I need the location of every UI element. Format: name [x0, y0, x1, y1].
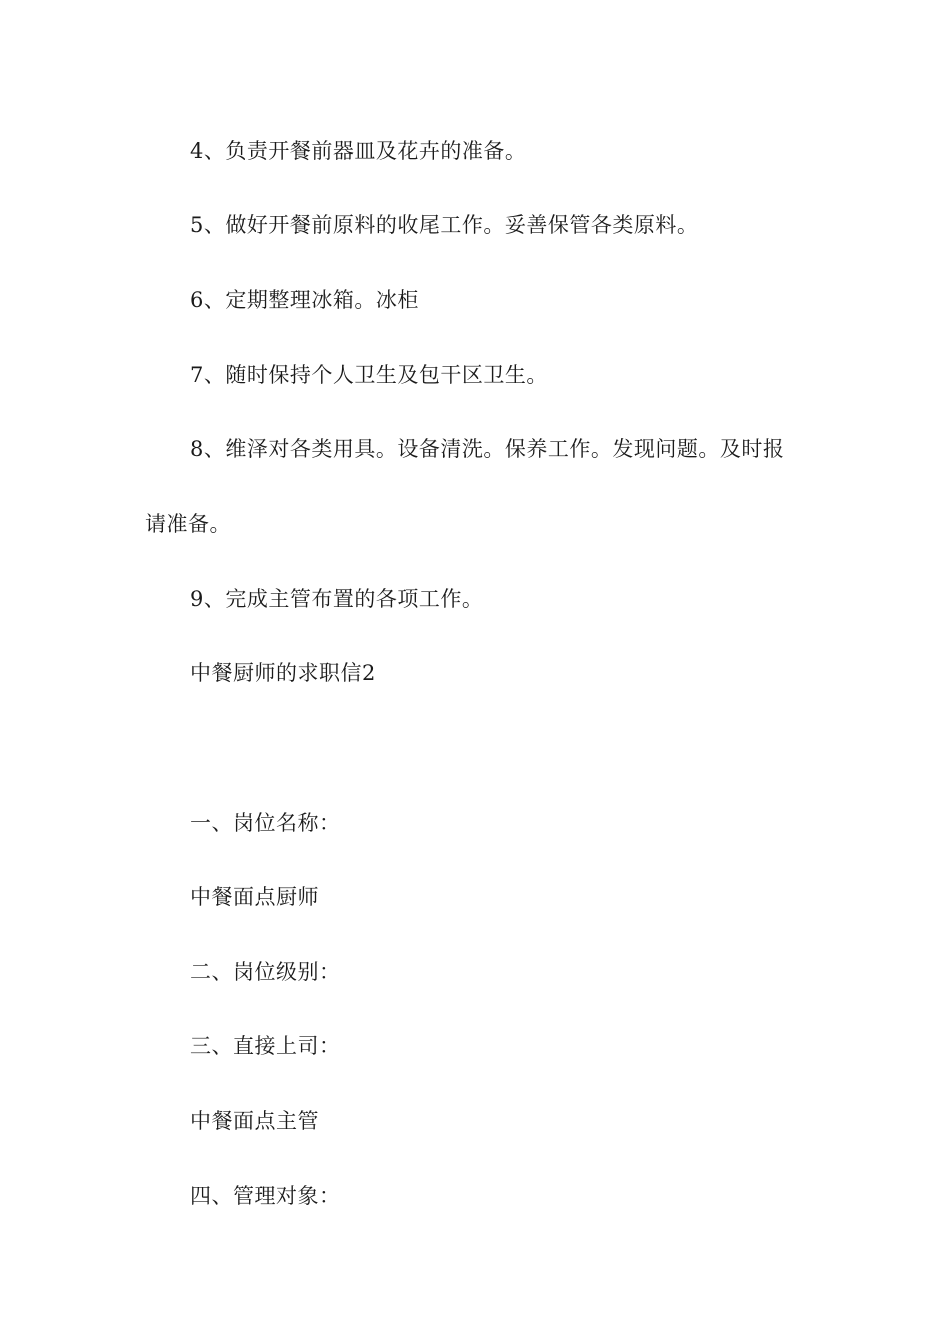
duty-item-8: 8、维泽对各类用具。设备清洗。保养工作。发现问题。及时报: [190, 437, 785, 461]
duty-item-6: 6、定期整理冰箱。冰柜: [190, 288, 419, 312]
duty-item-8-continuation: 请准备。: [145, 512, 231, 536]
position-name-label: 一、岗位名称：: [190, 811, 341, 835]
position-level-label: 二、岗位级别：: [190, 960, 341, 984]
direct-supervisor-value: 中餐面点主管: [190, 1109, 319, 1133]
duty-item-4: 4、负责开餐前器皿及花卉的准备。: [190, 139, 527, 163]
duty-item-9: 9、完成主管布置的各项工作。: [190, 587, 484, 611]
direct-supervisor-label: 三、直接上司：: [190, 1034, 341, 1058]
duty-item-5: 5、做好开餐前原料的收尾工作。妥善保管各类原料。: [190, 213, 699, 237]
duty-item-7: 7、随时保持个人卫生及包干区卫生。: [190, 363, 548, 387]
position-name-value: 中餐面点厨师: [190, 885, 319, 909]
management-target-label: 四、管理对象：: [190, 1184, 341, 1208]
section-heading: 中餐厨师的求职信2: [190, 661, 376, 685]
